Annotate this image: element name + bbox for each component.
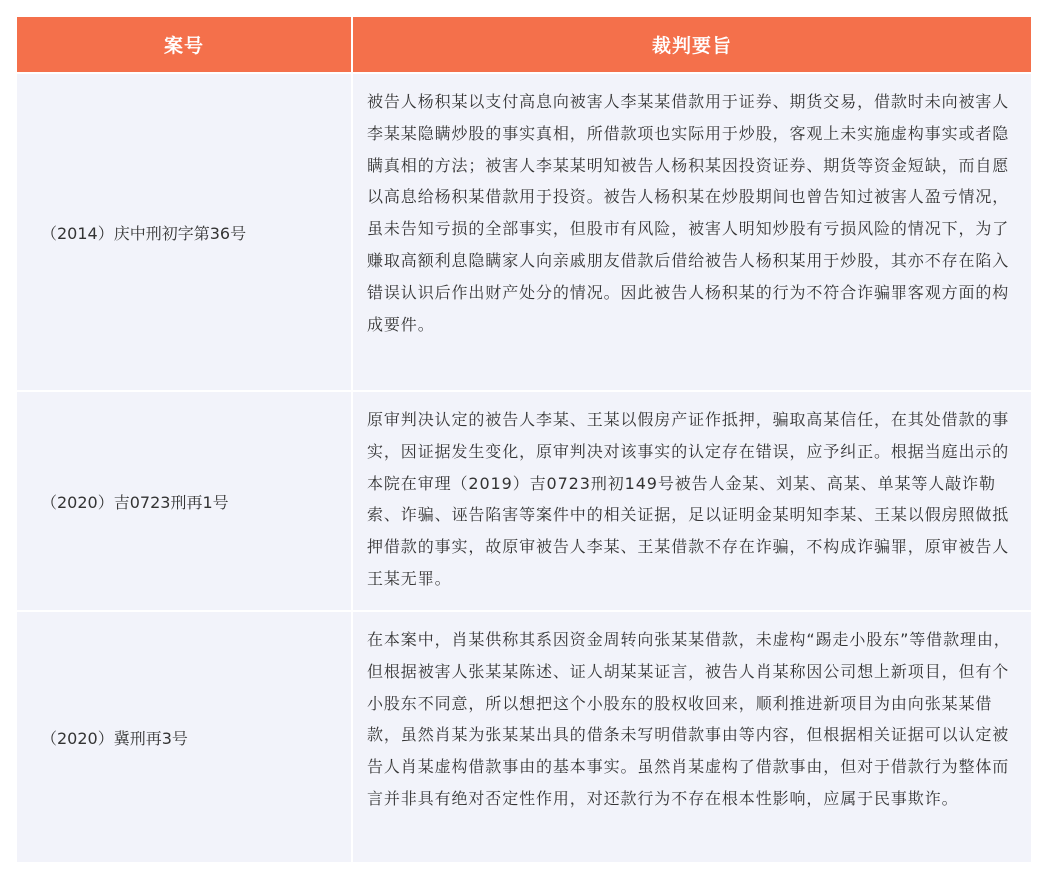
gist-cell: 在本案中，肖某供称其系因资金周转向张某某借款，未虚构“踢走小股东”等借款理由，但根据被害人张某某陈述、证人胡某某证言，被告人肖某称因公司想上新项目，但有个小股东不同意，所以想把这个小股东的股权收回来，顺利推进新项目为由向张某某借款，虽然肖某为张某某出具的借条未写明借款事由等内容，但根据相关证据可以认定被告人肖某虚构借款事由的基本事实。虽然肖某虚构了借款事由，但对于借款行为整体而言并非具有绝对否定性作用，对还款行为不存在根本性影响，应属于民事欺诈。 [367,630,1011,808]
table-row [17,610,1031,862]
gist-cell: 被告人杨积某以支付高息向被害人李某某借款用于证券、期货交易，借款时未向被害人李某某隐瞒炒股的事实真相，所借款项也实际用于炒股，客观上未实施虚构事实或者隐瞒真相的方法；被害人李某某明知被告人杨积某因投资证券、期货等资金短缺，而自愿以高息给杨积某借款用于投资。被告人杨积某在炒股期间也曾告知过被害人盈亏情况，虽未告知亏损的全部事实，但股市有风险，被害人明知炒股有亏损风险的情况下，为了赚取高额利息隐瞒家人向亲戚朋友借款后借给被告人杨积某用于炒股，其亦不存在陷入错误认识后作出财产处分的情况。因此被告人杨积某的行为不符合诈骗罪客观方面的构成要件。 [367,92,1010,334]
table-row [17,390,1031,610]
table-row [17,72,1031,390]
case-number-cell: （2020）吉0723刑再1号 [41,492,229,512]
gist-cell: 原审判决认定的被告人李某、王某以假房产证作抵押，骗取高某信任，在其处借款的事实，因证据发生变化，原审判决对该事实的认定存在错误，应予纠正。根据当庭出示的本院在审理（2019）吉0723刑初149号被告人金某、刘某、高某、单某等人敲诈勒索、诈骗、诬告陷害等案件中的相关证据，足以证明金某明知李某、王某以假房照做抵押借款的事实，故原审被告人李某、王某借款不存在诈骗，不构成诈骗罪，原审被告人王某无罪。 [367,410,1010,588]
case-number-cell: （2020）冀刑再3号 [41,728,188,748]
case-number-cell: （2014）庆中刑初字第36号 [41,223,247,243]
header-gist: 裁判要旨 [651,35,732,57]
table-header [17,17,1031,72]
case-table [17,17,1031,862]
header-case-no: 案号 [163,35,204,57]
